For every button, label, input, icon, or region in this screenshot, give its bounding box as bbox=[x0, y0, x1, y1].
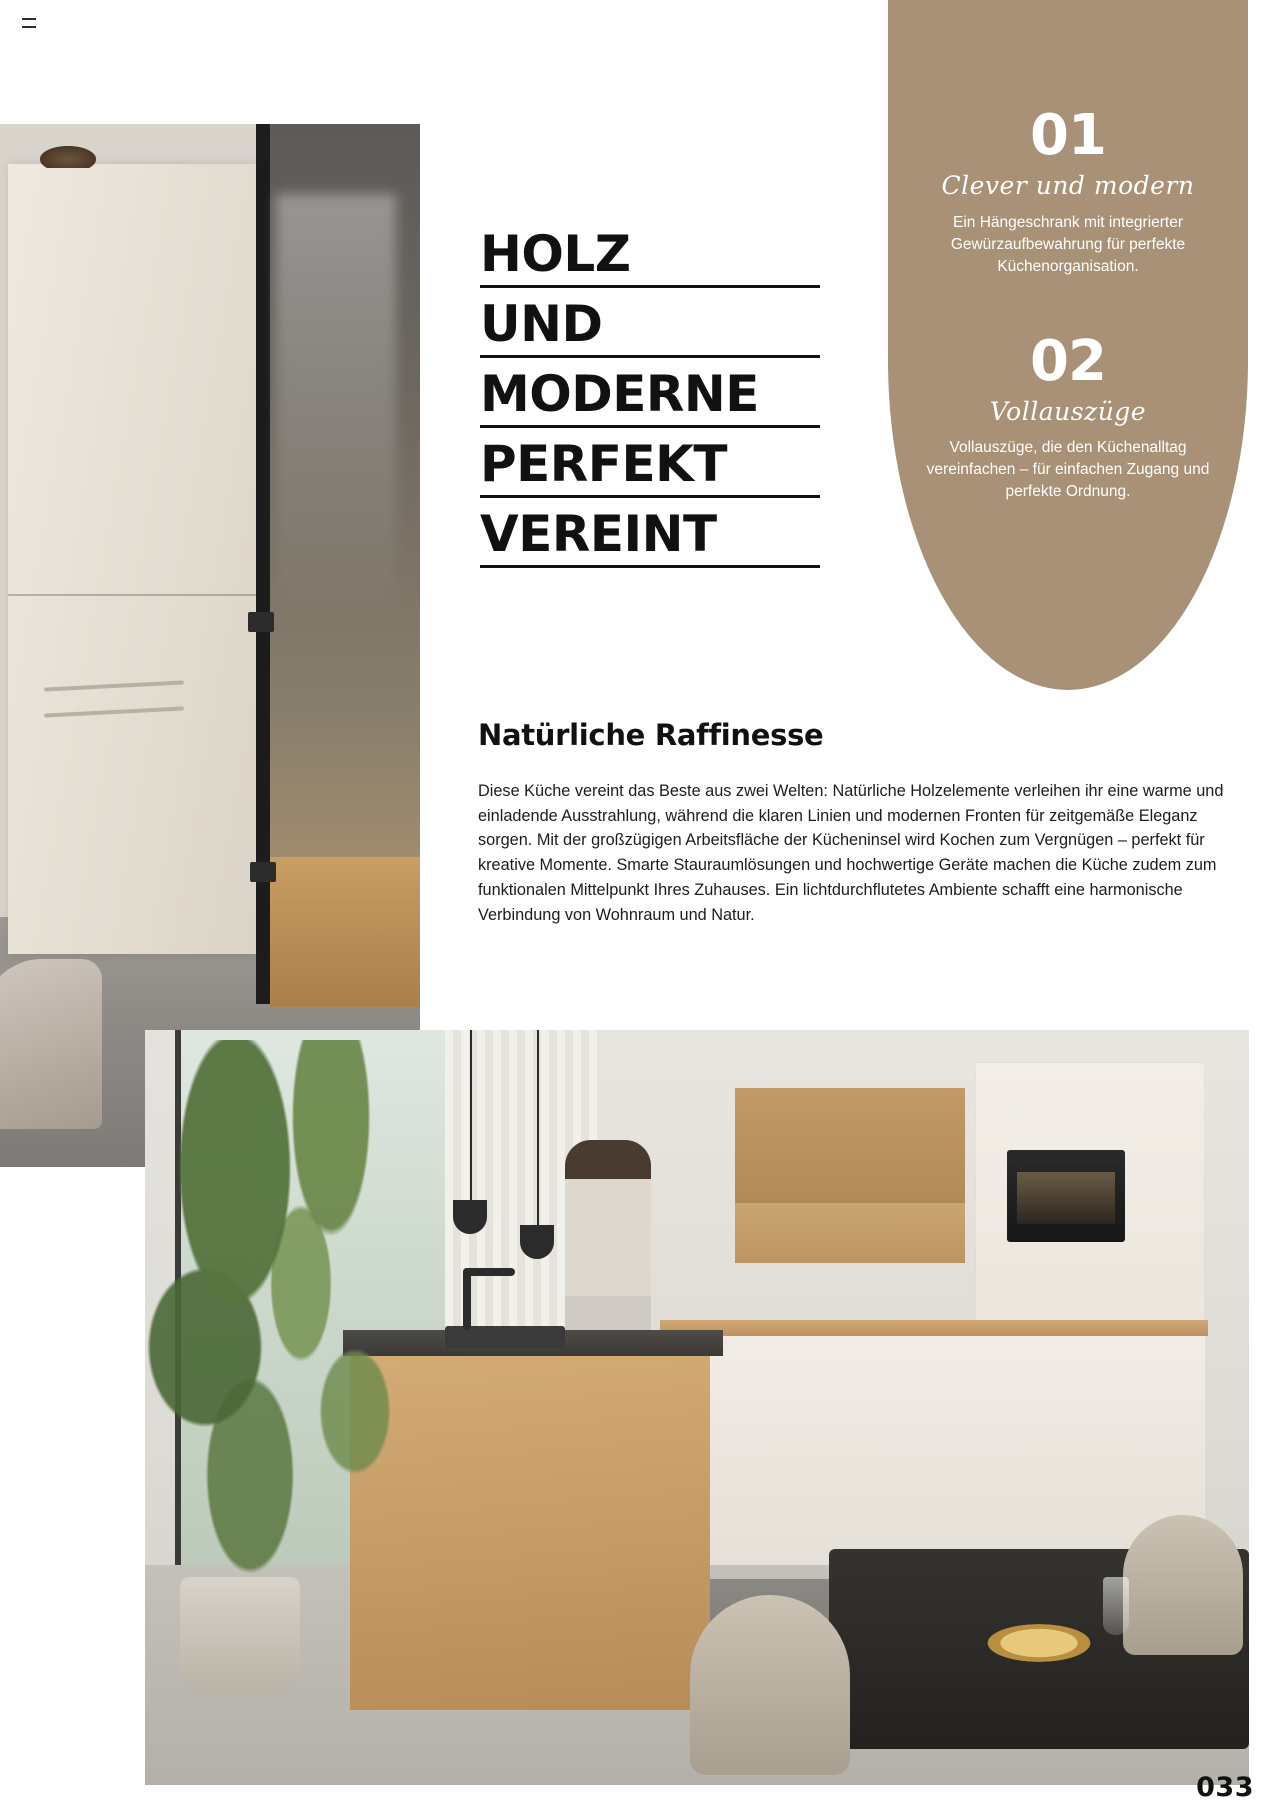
feature-item-01 bbox=[922, 103, 1214, 278]
feature-description: Ein Hängeschrank mit integrierter Gewürzaufbewahrung für perfekte Küchenorganisation. bbox=[950, 213, 1186, 275]
main-photo-oven bbox=[1007, 1150, 1125, 1242]
headline-line-4: PERFEKT bbox=[480, 438, 820, 498]
main-photo-pendant-wire bbox=[537, 1030, 539, 1225]
headline-line-2: UND bbox=[480, 298, 820, 358]
main-photo-dining-chair bbox=[690, 1595, 850, 1775]
left-photo-decor bbox=[40, 146, 96, 168]
main-photo bbox=[145, 1030, 1249, 1785]
article-heading: Natürliche Raffinesse bbox=[478, 718, 824, 752]
headline-line-1: HOLZ bbox=[480, 228, 820, 288]
left-photo bbox=[0, 124, 420, 1167]
left-photo-wood-floor bbox=[270, 857, 420, 1007]
article-paragraph: Diese Küche vereint das Beste aus zwei Welten: Natürliche Holzelemente verleihen ihr eine warme und einladende Ausstrahlung, während die klaren Linien und modernen Fronten für zeitgemäße Eleganz sorgen. Mit der großzügigen Arbeitsfläche der Kücheninsel wird Kochen zum Vergnügen – perfekt für kreative Momente. Smarte Stauraumlösungen und hochwertige Geräte machen die Küche zudem zum funktionalen Mittelpunkt Ihres Zuhauses. Ein lichtdurchflutetes Ambiente schafft eine harmonische Verbindung von Wohnraum und Natur. bbox=[478, 781, 1224, 924]
main-photo-wine-glass bbox=[1103, 1577, 1129, 1635]
left-photo-socket bbox=[250, 862, 276, 882]
main-photo-upper-cabinet bbox=[735, 1088, 965, 1203]
main-photo-pendant-wire bbox=[470, 1030, 472, 1200]
crop-marker-line bbox=[22, 26, 36, 28]
main-photo-upper-shelf bbox=[735, 1203, 965, 1263]
left-photo-tall-cabinet bbox=[8, 164, 256, 954]
feature-item-02 bbox=[922, 328, 1214, 504]
feature-panel bbox=[888, 0, 1248, 690]
left-photo-socket bbox=[248, 612, 274, 632]
article-section bbox=[478, 718, 1253, 927]
feature-title: Vollauszüge bbox=[989, 396, 1147, 426]
main-photo-dining-chair bbox=[1123, 1515, 1243, 1655]
feature-number: 01 bbox=[1030, 103, 1106, 168]
feature-title: Clever und modern bbox=[941, 171, 1195, 200]
headline-line-5: VEREINT bbox=[480, 508, 820, 568]
feature-description: Vollauszüge, die den Küchenalltag vereinfachen – für einfachen Zugang und perfekte Ordnung. bbox=[926, 439, 1210, 500]
left-photo-light bbox=[276, 194, 396, 624]
main-photo-pendant-lamp bbox=[520, 1225, 554, 1259]
page-title bbox=[480, 225, 820, 568]
crop-marker-line bbox=[22, 18, 36, 20]
main-photo-pendant-lamp bbox=[453, 1200, 487, 1234]
feature-number: 02 bbox=[1030, 328, 1106, 394]
page-number: 033 bbox=[1196, 1772, 1254, 1803]
main-photo-faucet bbox=[463, 1268, 471, 1330]
main-photo-sink bbox=[445, 1326, 565, 1348]
main-photo-tableware bbox=[979, 1621, 1099, 1665]
left-photo-armchair bbox=[0, 959, 102, 1129]
headline-line-3: MODERNE bbox=[480, 368, 820, 428]
crop-marker bbox=[22, 18, 36, 28]
main-photo-countertop bbox=[660, 1320, 1208, 1336]
main-photo-plant-pot bbox=[180, 1577, 300, 1697]
